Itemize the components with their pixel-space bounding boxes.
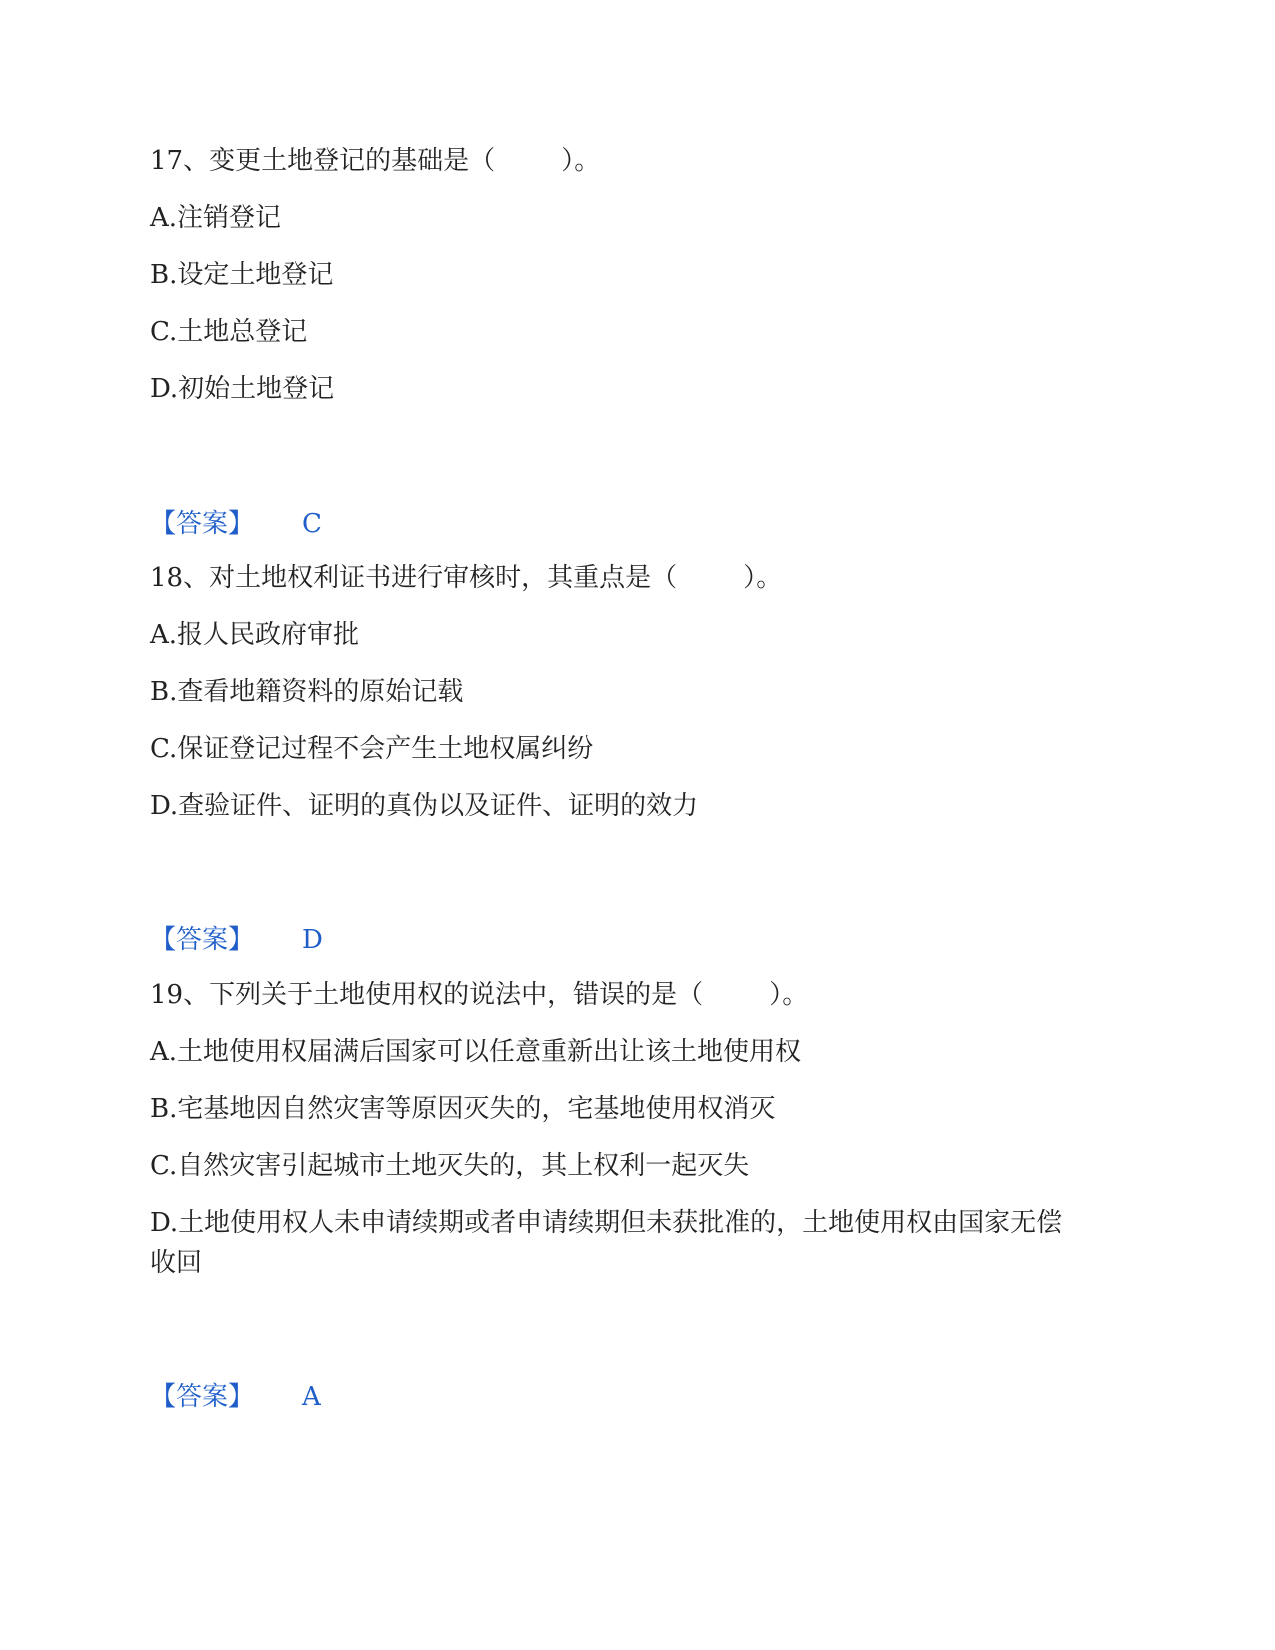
question-stem: 17、变更土地登记的基础是（ ）。 xyxy=(150,146,601,176)
option-a: A.注销登记 xyxy=(150,203,282,233)
answer-value: A xyxy=(302,1382,321,1412)
answer-label: 【答案】 xyxy=(150,1382,255,1412)
option-d: D.查验证件、证明的真伪以及证件、证明的效力 xyxy=(150,791,699,821)
question-stem: 19、下列关于土地使用权的说法中，错误的是（ ）。 xyxy=(150,980,809,1010)
option-d: D.初始土地登记 xyxy=(150,374,335,404)
question-18 xyxy=(150,550,1130,835)
answer-17 xyxy=(150,504,1130,544)
option-b: B.设定土地登记 xyxy=(150,260,334,290)
question-19 xyxy=(150,967,1130,1283)
option-b: B.宅基地因自然灾害等原因灭失的，宅基地使用权消灭 xyxy=(150,1094,776,1124)
option-a: A.报人民政府审批 xyxy=(150,620,360,650)
option-d: D.土地使用权人未申请续期或者申请续期但未获批准的，土地使用权由国家无偿收回 xyxy=(150,1208,1063,1278)
answer-label: 【答案】 xyxy=(150,925,255,955)
option-b: B.查看地籍资料的原始记载 xyxy=(150,677,464,707)
answer-label: 【答案】 xyxy=(150,509,255,539)
option-a: A.土地使用权届满后国家可以任意重新出让该土地使用权 xyxy=(150,1037,802,1067)
answer-value: D xyxy=(302,925,323,955)
question-17 xyxy=(150,133,1130,418)
option-c: C.保证登记过程不会产生土地权属纠纷 xyxy=(150,734,594,764)
answer-19 xyxy=(150,1377,1130,1417)
option-c: C.自然灾害引起城市土地灭失的，其上权利一起灭失 xyxy=(150,1151,750,1181)
answer-value: C xyxy=(302,509,322,539)
option-c: C.土地总登记 xyxy=(150,317,308,347)
question-stem: 18、对土地权利证书进行审核时，其重点是（ ）。 xyxy=(150,563,783,593)
answer-18 xyxy=(150,920,1130,960)
